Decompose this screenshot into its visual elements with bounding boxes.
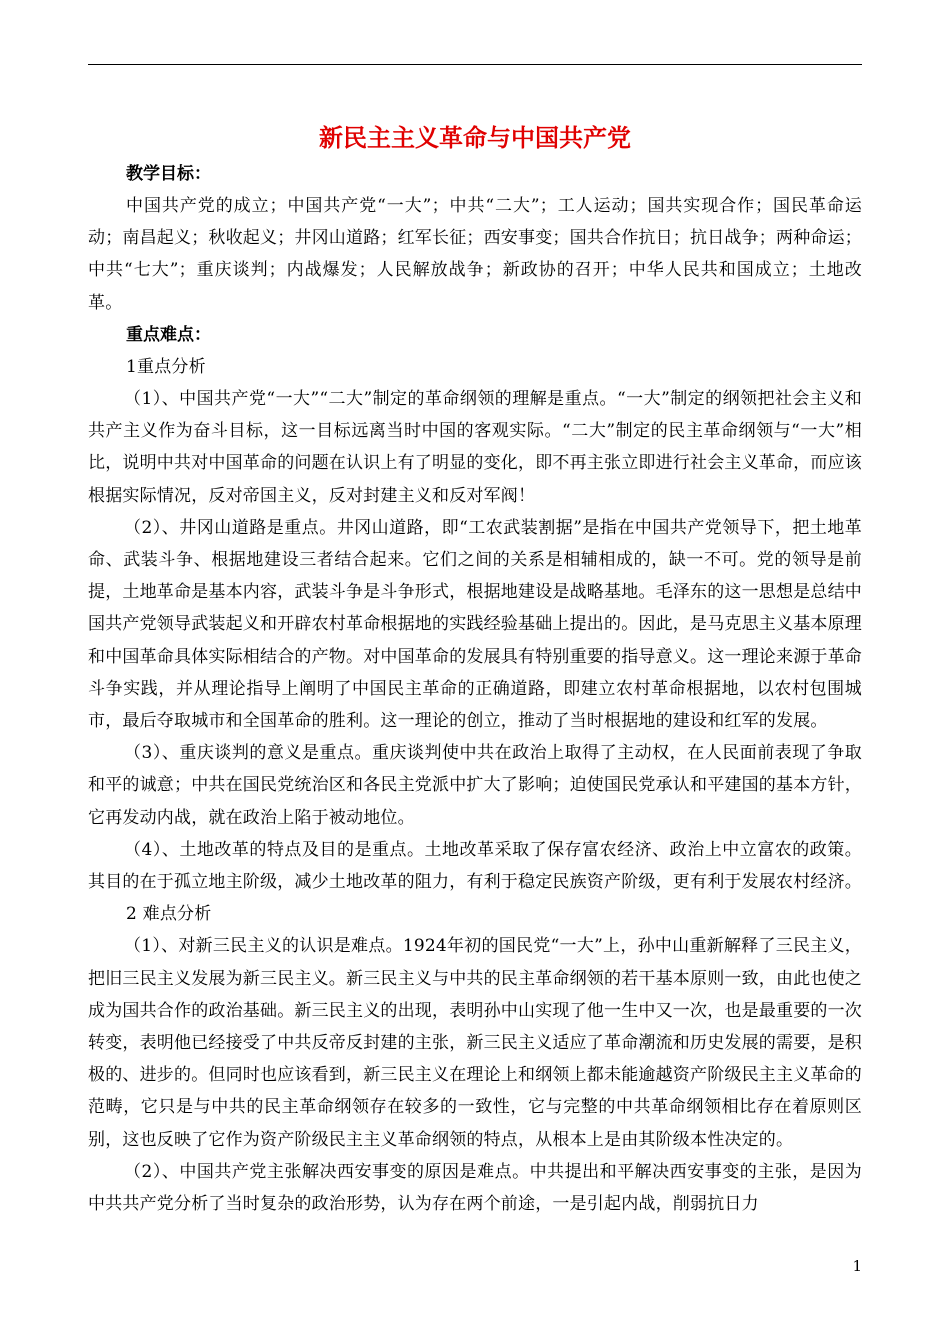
document-body — [88, 118, 862, 1220]
focus-item-2: （2）、井冈山道路是重点。井冈山道路，即“工农武装割据”是指在中国共产党领导下，把土地革命、武装斗争、根据地建设三者结合起来。它们之间的关系是相辅相成的，缺一不可。党的领导是前提，土地革命是基本内容，武装斗争是斗争形式，根据地建设是战略基地。毛泽东的这一思想是总结中国共产党领导武装起义和开辟农村革命根据地的实践经验基础上提出的。因此，是马克思主义基本原理和中国革命具体实际相结合的产物。对中国革命的发展具有特别重要的指导意义。这一理论来源于革命斗争实践，并从理论指导上阐明了中国民主革命的正确道路，即建立农村革命根据地，以农村包围城市，最后夺取城市和全国革命的胜利。这一理论的创立，推动了当时根据地的建设和红军的发展。 — [88, 517, 862, 732]
difficulty-item-1: （1）、对新三民主义的认识是难点。1924年初的国民党“一大”上，孙中山重新解释了三民主义，把旧三民主义发展为新三民主义。新三民主义与中共的民主革命纲领的若干基本原则一致，由此也使之成为国共合作的政治基础。新三民主义的出现，表明孙中山实现了他一生中又一次，也是最重要的一次转变，表明他已经接受了中共反帝反封建的主张，新三民主义适应了革命潮流和历史发展的需要，是积极的、进步的。但同时也应该看到，新三民主义在理论上和纲领上都未能逾越资产阶级民主主义革命的范畴，它只是与中共的民主革命纲领存在较多的一致性，它与完整的中共革命纲领相比存在着原则区别，这也反映了它作为资产阶级民主主义革命纲领的特点，从根本上是由其阶级本性决定的。 — [88, 936, 862, 1150]
focus-item-3: （3）、重庆谈判的意义是重点。重庆谈判使中共在政治上取得了主动权，在人民面前表现了争取和平的诚意；中共在国民党统治区和各民主党派中扩大了影响；迫使国民党承认和平建国的基本方针，它再发动内战，就在政治上陷于被动地位。 — [88, 743, 862, 828]
header-rule — [88, 64, 862, 65]
objectives-text: 中国共产党的成立；中国共产党“一大”；中共“二大”；工人运动；国共实现合作；国民革命运动；南昌起义；秋收起义；井冈山道路；红军长征；西安事变；国共合作抗日；抗日战争；两种命运；中共“七大”；重庆谈判；内战爆发；人民解放战争；新政协的召开；中华人民共和国成立；土地改革。 — [88, 196, 862, 313]
difficulty-item-2: （2）、中国共产党主张解决西安事变的原因是难点。中共提出和平解决西安事变的主张，是因为中共共产党分析了当时复杂的政治形势，认为存在两个前途，一是引起内战，削弱抗日力 — [88, 1161, 862, 1215]
document-title: 新民主主义革命与中国共产党 — [319, 124, 631, 152]
difficulty-heading: 2 难点分析 — [126, 904, 212, 925]
focus-item-4: （4）、土地改革的特点及目的是重点。土地改革采取了保存富农经济、政治上中立富农的政策。其目的在于孤立地主阶级，减少土地改革的阻力，有利于稳定民族资产阶级，更有利于发展农村经济。 — [88, 839, 862, 893]
objectives-label: 教学目标： — [126, 164, 211, 184]
focus-heading: 1重点分析 — [126, 356, 206, 377]
focus-item-1: （1）、中国共产党“一大”“二大”制定的革命纲领的理解是重点。“一大”制定的纲领把社会主义和共产主义作为奋斗目标，这一目标远离当时中国的客观实际。“二大”制定的民主革命纲领与“一大”相比，说明中共对中国革命的问题在认识上有了明显的变化，即不再主张立即进行社会主义革命，而应该根据实际情况，反对帝国主义，反对封建主义和反对军阀！ — [88, 389, 862, 506]
page-number: 1 — [852, 1257, 862, 1275]
key-points-label: 重点难点： — [126, 324, 211, 345]
